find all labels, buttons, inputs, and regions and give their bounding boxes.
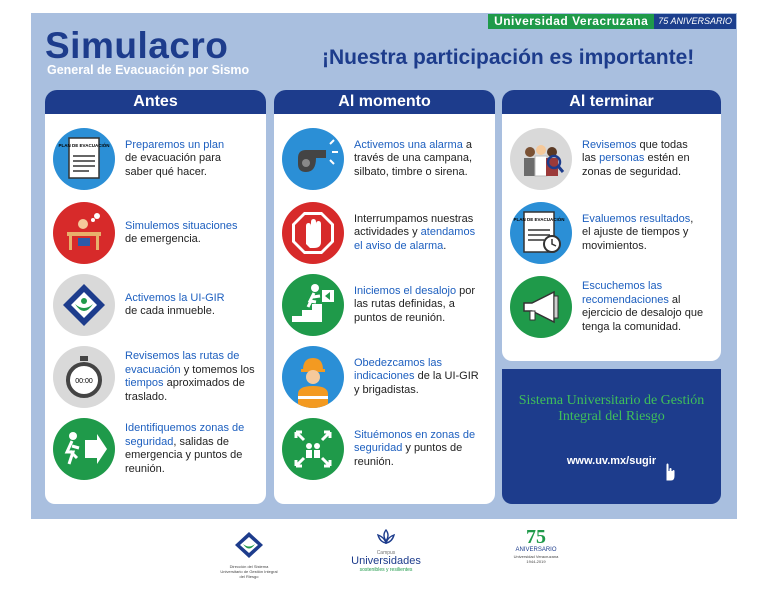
logo-main: Universidades [351, 555, 421, 567]
item-text: Activemos una alarma a través de una campana, silbato, timbre o sirena. [354, 138, 473, 178]
list-item [53, 418, 255, 480]
item-text: Preparemos un plan de evacuación para saber qué hacer. [125, 138, 225, 178]
item-text: Situémonos en zonas de seguridad y puntos de reunión. [354, 428, 476, 468]
megaphone-icon [510, 276, 572, 338]
list-item [53, 346, 260, 408]
item-text: Obedezcamos las indicaciones de la UI-GIR y brigadistas. [354, 356, 479, 396]
list-item [510, 202, 704, 264]
pointer-hand-icon [660, 461, 678, 483]
stopwatch-icon [53, 346, 115, 408]
university-banner [488, 14, 736, 29]
column-body [45, 114, 266, 504]
exit-runner-icon [53, 418, 115, 480]
footer [31, 519, 737, 579]
item-text: Simulemos situaciones de emergencia. [125, 219, 238, 245]
list-item [282, 202, 479, 264]
plan-document-icon [53, 128, 115, 190]
anniversary-sub: Universidad Veracruzana [513, 554, 559, 559]
list-item [282, 128, 479, 190]
anniversary-logo [501, 527, 571, 564]
sugir-link[interactable]: www.uv.mx/sugir [566, 455, 657, 467]
list-item [510, 276, 712, 338]
column-antes [45, 90, 266, 504]
list-item [282, 418, 479, 480]
item-text: Activemos la UI-GIR de cada inmueble. [125, 291, 225, 317]
lotus-icon [375, 529, 397, 545]
list-item [510, 128, 702, 190]
list-item [53, 202, 245, 264]
sugir-logo-text: Dirección del Sistema Universitario de Gestión Integral del Riesgo [220, 564, 278, 579]
evaluation-plan-icon [510, 202, 572, 264]
university-name: Universidad Veracruzana [488, 14, 654, 29]
page-title: Simulacro [45, 25, 229, 66]
column-title: Al terminar [502, 90, 721, 114]
icon-label: PLAN DE EVACUACIÓN [513, 217, 565, 222]
headline: ¡Nuestra participación es importante! [322, 46, 695, 69]
item-text: Escuchemos las recomendaciones al ejercicio de desalojo que tenga la comunidad. [582, 280, 704, 333]
sugir-logo-icon [234, 531, 264, 559]
item-text: Interrumpamos nuestras actividades y atendamos el aviso de alarma. [354, 212, 476, 252]
item-text: Identifiquemos zonas de seguridad, salidas de emergencia y puntos de reunión. [125, 422, 245, 475]
list-item [53, 128, 237, 190]
list-item [282, 346, 479, 408]
ui-gir-logo-icon [53, 274, 115, 336]
page-subtitle: General de Evacuación por Sismo [47, 63, 250, 77]
stop-hand-icon [282, 202, 344, 264]
item-text: Evaluemos resultados, el ajuste de tiempos y movimientos. [582, 212, 694, 252]
list-item [53, 274, 237, 336]
column-body [502, 114, 721, 361]
column-title: Antes [45, 90, 266, 114]
evacuation-stairs-icon [282, 274, 344, 336]
anniversary-years: 1944-2019 [526, 559, 546, 564]
list-item [282, 274, 479, 336]
item-text: Revisemos las rutas de evacuación y tomemos los tiempos aproximados de traslado. [125, 350, 255, 403]
poster [31, 13, 737, 579]
logo-sub: sostenibles y resilientes [359, 567, 413, 573]
whistle-icon [282, 128, 344, 190]
drill-desk-icon [53, 202, 115, 264]
item-text: Revisemos que todas las personas estén en zonas de seguridad. [582, 138, 690, 178]
logo-small: Campus [376, 550, 396, 556]
anniversary-title: ANIVERSARIO [515, 547, 557, 553]
column-title: Al momento [274, 90, 495, 114]
anniversary-badge: 75 ANIVERSARIO [654, 14, 736, 29]
brigadist-icon [282, 346, 344, 408]
people-search-icon [510, 128, 572, 190]
sugir-name: Sistema Universitario de Gestión Integral del Riesgo [518, 393, 705, 424]
column-body [274, 114, 495, 504]
icon-label: PLAN DE EVACUACIÓN [58, 143, 110, 148]
universidades-logo [341, 529, 431, 573]
sugir-logo [219, 531, 279, 579]
column-al-terminar [502, 90, 721, 361]
column-al-momento [274, 90, 495, 504]
anniversary-number: 75 [526, 526, 546, 548]
sugir-panel [502, 369, 721, 504]
meeting-point-icon [282, 418, 344, 480]
icon-label: 00:00 [75, 378, 93, 385]
item-text: Iniciemos el desalojo por las rutas definidas, a puntos de reunión. [354, 284, 476, 324]
